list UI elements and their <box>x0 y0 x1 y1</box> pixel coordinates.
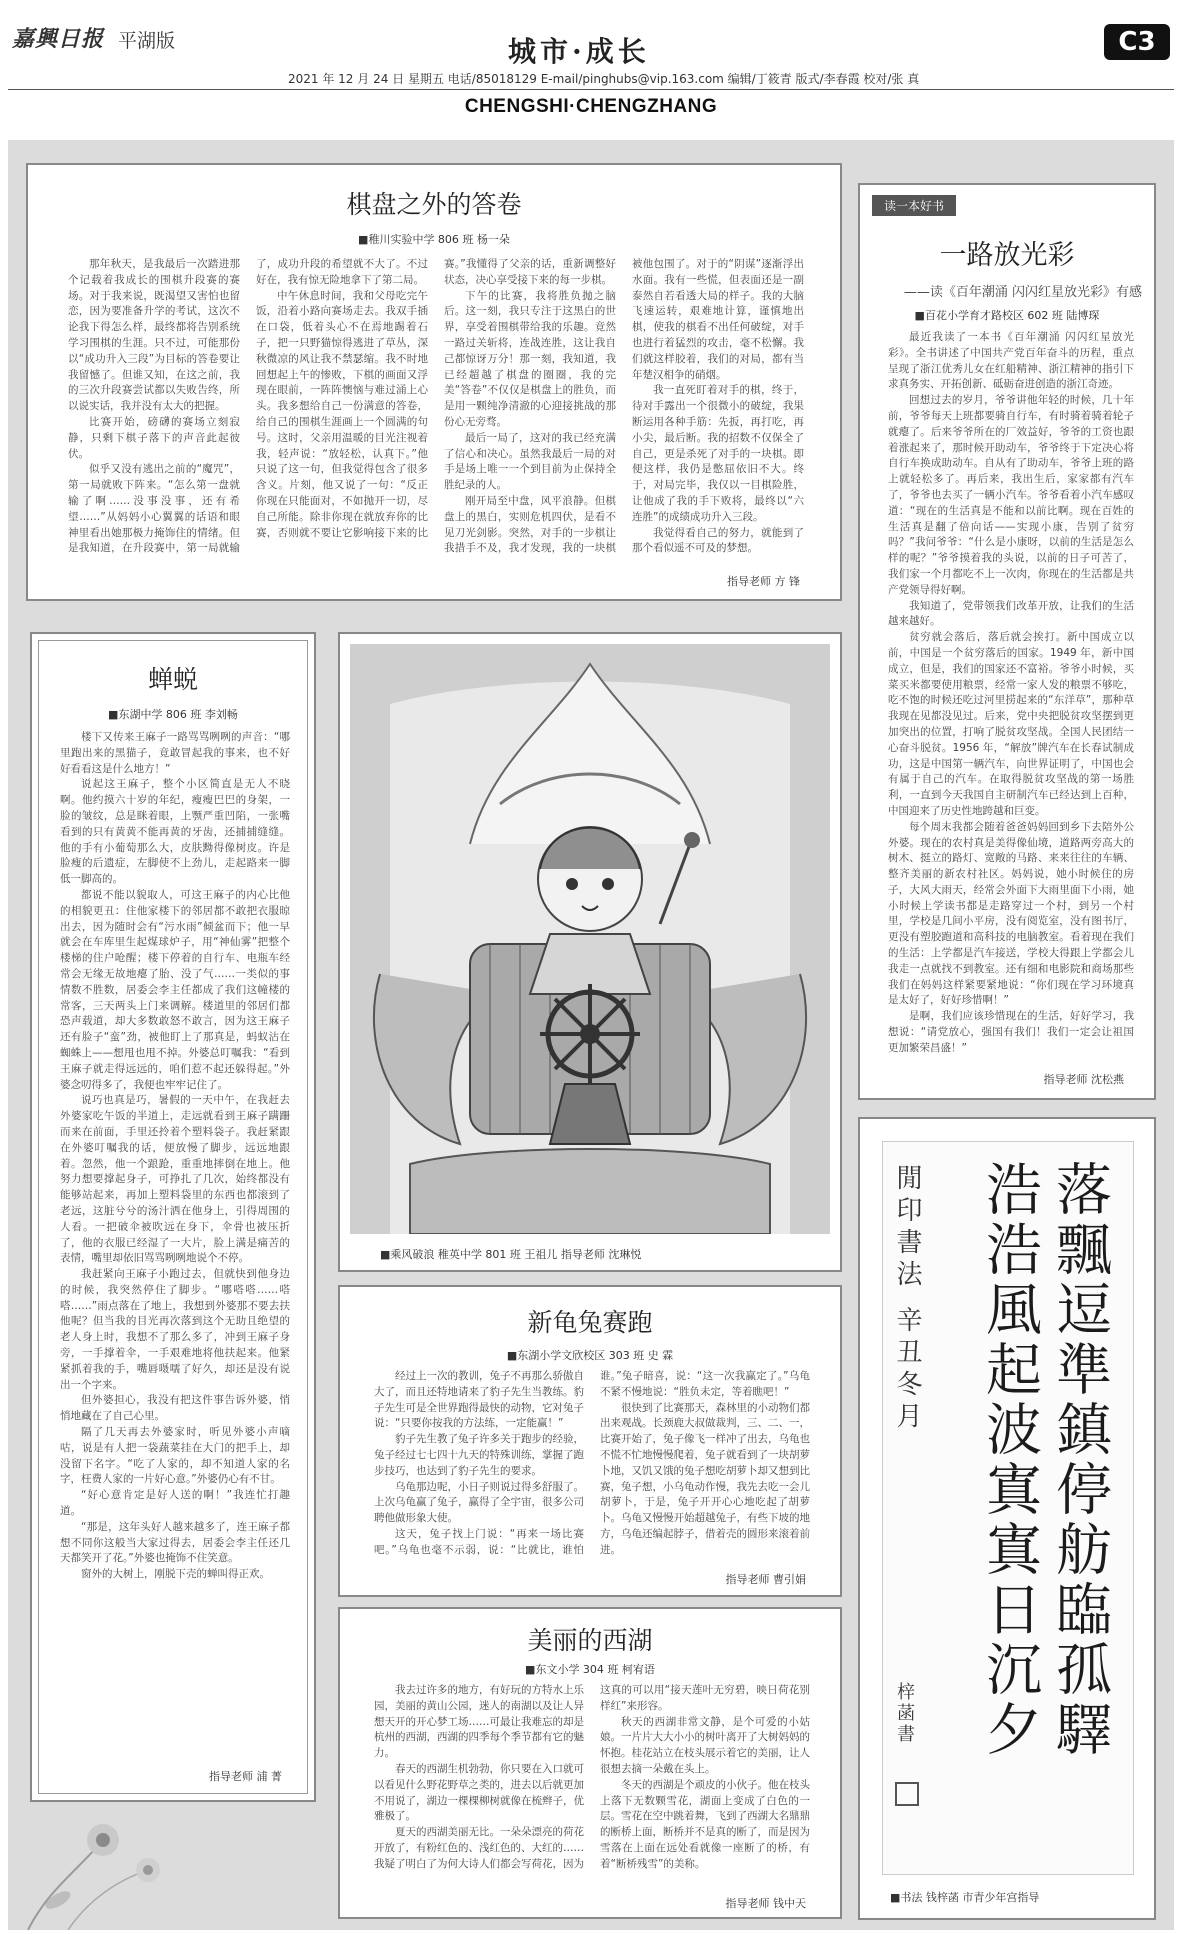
artwork-caption: ■乘风破浪 稚英中学 801 班 王祖儿 指导老师 沈琳悦 <box>380 1248 642 1261</box>
teacher-credit: 指导老师 钱中天 <box>725 1897 806 1910</box>
section-pinyin: CHENGSHI·CHENGZHANG <box>464 96 718 117</box>
seal-stamp-icon <box>895 1782 919 1806</box>
column-tag: 读一本好书 <box>872 195 956 216</box>
calligraphy-caption: ■书法 钱梓菡 市青少年宫指导 <box>890 1891 1040 1904</box>
teacher-credit: 指导老师 浦 菁 <box>209 1770 282 1783</box>
header-divider <box>8 89 1174 90</box>
student-drawing <box>350 644 830 1234</box>
calligraphy-artwork <box>882 1141 1134 1875</box>
paragraph: “那是，这年头好人越来越多了，连王麻子都想不同你这般当大家过得去，居委会李主任还几天都笑开了花。”外婆也掩饰不住笑意。 <box>60 1520 290 1565</box>
paragraph: 中午休息时间，我和父母吃完午饭，沿着小路向赛场走去。我双手插在口袋，低着头心不在焉地踢着石子，把一只野猫惊得逃进了草丛，深秋微凉的风让我不禁瑟缩。我不时地回想起上午的惨败，下棋的画面又浮现在眼前，一阵阵懊恼与难过涌上心头。我多想给自己一份满意的答卷，给自己的围棋生涯画上一个圆满的句号。这时，父亲用温暖的目光注视着我，轻声说：“放轻松，认真下。”他只说了这一句，但我觉得包含了很多含义。片刻，他又说了一句：“反正你现在只能面对，不如抛开一切，尽自己所能。除非你现在就放弃你的比赛，否则就不要让它影响接下来的比赛。”我懂得了父亲的话，重新调整好状态，决心享受接下来的每一步棋。 <box>256 258 616 539</box>
article-byline: ■东湖中学 806 班 李刘畅 <box>108 708 238 721</box>
paragraph: 那年秋天，是我最后一次踏进那个记载着我成长的围棋升段赛的赛场。对于我来说，既渴望又害怕也留恋，因为要准备升学的考试，这次不论我下得怎么样，最终都将告别系统学习围棋的生涯。只不过，可能那份以“成功升入三段”为目标的答卷要让我留憾了。但谁又知，在这之前，我的三次升段赛尝试都以失败告终，所以说实话，我并没有太大的把握。 <box>68 258 240 413</box>
article-body <box>374 1683 810 1889</box>
paragraph: 乌龟那边呢，小日子则说过得多舒服了。上次乌龟赢了兔子，赢得了全宇宙，很多公司聘他做形象大使。 <box>374 1480 584 1525</box>
article-byline: ■东文小学 304 班 柯宥语 <box>525 1663 655 1676</box>
paragraph: 我一直死盯着对手的棋，终于，待对手露出一个很微小的破绽，我果断运用各种手筋：先扳，再打吃，再小尖，最后断。我的招数不仅保全了自己，更是杀死了对手的一块棋。即便这样，我仍是憋屈依旧不大。终于，对局完毕，我仅以一目棋险胜，让他成了我的手下败将，最终以“六连胜”的成绩成功升入三段。 <box>632 384 804 523</box>
calligraphy-panel <box>858 1117 1156 1920</box>
paragraph: 楼下又传来王麻子一路骂骂咧咧的声音：“哪里跑出来的黑猫子，竟敢冒起我的事来，也不好好看看这是什么地方！” <box>60 731 290 775</box>
article-subtitle: ——读《百年潮涌 闪闪红星放光彩》有感 <box>903 285 1142 300</box>
paragraph: 经过上一次的教训，兔子不再那么骄傲自大了，而且还特地请来了豹子先生当教练。豹子先生可是全世界跑得最快的动物，它对兔子说：“只要你按我的方法练，一定能赢！” <box>374 1370 584 1430</box>
article-title: 美丽的西湖 <box>527 1626 653 1655</box>
paragraph: 我知道了，党带领我们改革开放，让我们的生活越来越好。 <box>888 599 1134 628</box>
article-byline: ■稚川实验中学 806 班 杨一朵 <box>358 233 510 246</box>
paragraph: 秋天的西湖非常文静，是个可爱的小姑娘。一片片大大小小的树叶离开了大树妈妈的怀抱。桂花站立在枝头展示着它的美丽，让人很想去摘一朵戴在头上。 <box>600 1715 810 1775</box>
section-title: 城市·成长 <box>508 35 650 68</box>
header-meta: 2021 年 12 月 24 日 星期五 电话/85018129 E-mail/pinghubs@vip.163.com 编辑/丁筱青 版式/李春霞 校对/张 真 <box>288 72 920 86</box>
calligraphy-column-1: 落飄逗準鎮停舫臨孤驛 <box>1047 1160 1112 1760</box>
paragraph: 贫穷就会落后，落后就会挨打。新中国成立以前，中国是一个贫穷落后的国家。1949 年，新中国成立，但是，我们的国家还不富裕。爷爷小时候，买菜买米都要使用粮票，经常一家人发的粮票不够吃，吃不饱的时候还吃过河里捞起来的“东洋草”，那种草我现在见都没见过。后来，党中央把脱贫攻坚摆到更加突出的位置，打响了脱贫攻坚战。全国人民团结一心奋斗脱贫。1956 年，“解放”牌汽车在长春试制成功，这是中国第一辆汽车，向世界证明了，中国也会有属于自己的汽车。在取得脱贫攻坚战的第一场胜利，一直到今天我国自主研制汽车已经达到上百种，中国迎来了历史性地跨越和巨变。 <box>888 631 1134 817</box>
teacher-credit: 指导老师 方 锋 <box>727 575 800 588</box>
article-title: 一路放光彩 <box>939 240 1075 271</box>
paragraph: 似乎又没有逃出之前的“魔咒”，第一局就败下阵来。“怎么第一盘就输了啊……没事没事，还有希望……”从妈妈小心翼翼的话语和眼神里看出她那极力掩饰住的情绪。但是我知道，在升段赛中，第一局就输了，成功升段的希望就不大了。不过好在，我有惊无险地拿下了第二局。 <box>68 258 428 555</box>
teacher-credit: 指导老师 沈松燕 <box>1043 1073 1124 1086</box>
article-byline: ■东湖小学文欣校区 303 班 史 霖 <box>506 1349 674 1362</box>
article-body <box>888 330 1134 1068</box>
article-tortoise-hare-panel <box>338 1285 842 1597</box>
article-byline: ■百花小学育才路校区 602 班 陆博琛 <box>914 309 1100 322</box>
paragraph: 隔了几天再去外婆家时，听见外婆小声嘀咕，说是有人把一袋蔬菜挂在大门的把手上，却没留下名字。“吃了人家的，却不知道人家的名字，枉费人家的一片好心意。”外婆仍心有不甘。 <box>60 1426 290 1486</box>
article-body <box>60 730 290 1750</box>
calligraphy-inscription: 閒印書法 辛丑冬月 <box>892 1164 922 1435</box>
article-title: 新龟兔赛跑 <box>527 1308 653 1337</box>
article-title: 棋盘之外的答卷 <box>346 190 522 219</box>
paragraph: 很快到了比赛那天，森林里的小动物们都出来观战。长颈鹿大叔做裁判，三、二、一，比赛开始了，兔子像飞一样冲了出去，乌龟也不慌不忙地慢慢爬着，兔子就看到了一块胡萝卜地，又饥又饿的兔子想吃胡萝卜却又想到比赛，兔子想，小乌龟动作慢，我先去吃一会儿胡萝卜，于是，兔子开开心心地吃起了胡萝卜。乌龟又慢慢开始超越兔子，有些下坡的地方，乌龟还编起脖子，借着壳的圆形来滚着前进。 <box>600 1401 810 1556</box>
paragraph: 我赶紧向王麻子小跑过去，但就快到他身边的时候，我突然停住了脚步。“哪嗒嗒……嗒嗒……”雨点落在了地上，我想到外婆那不要去扶他呢？但当我的目光再次落到这个无助且绝望的老人身上时，我想不了那么多了，冲到王麻子身旁，一手撑着伞，一手艰难地将他扶起来。他紧紧抓着我的手，嘴唇嗫嚅了好久，却还是没有说出一个字来。 <box>60 1268 290 1391</box>
paragraph: 说巧也真是巧，暑假的一天中午，在我赶去外婆家吃午饭的半道上，走远就看到王麻子蹒跚而来在前面，手里还拎着个塑料袋子。我赶紧跟在外婆叮嘱我的话，便放慢了脚步，远远地跟着。忽然，他一个踉跄，重重地摔倒在地上。他努力想要撑起身子，可挣扎了几次，始终都没有能够站起来，再加上塑料袋里的东西也都滚到了老远，这脏兮兮的汤汁洒在他身上，引得周围的人看。一把破伞被吹远在身下，伞骨也被压折了，他的衣服已经湿了一大片，脸上满是痛苦的表情，嘴里却依旧骂骂咧咧地说个不停。 <box>60 1094 290 1265</box>
article-title: 蝉蜕 <box>147 665 198 694</box>
paragraph: 刚开局至中盘，风平浪静。但棋盘上的黑白，实则危机四伏，是看不见刀光剑影。突然，对手的一步棋让我措手不及，我才发现，我的一块棋被他包围了。对于的“阴谋”逐渐浮出水面。我有一些慌，但表面还是一副泰然自若看透大局的样子。我的大脑飞速运转，艰难地计算，谨慎地出棋，使我的棋看不出任何破绽，对手也进行着猛烈的攻击，毫不松懈。我们就这样胶着，我们的对局，都有当年楚汉相争的硝烟。 <box>444 258 804 555</box>
paragraph: 豹子先生教了兔子许多关于跑步的经验，兔子经过七七四十九天的特殊训练，掌握了跑步技巧，也达到了豹子先生的要求。 <box>374 1433 584 1477</box>
paragraph: 下午的比赛，我将胜负抛之脑后。这一刻，我只专注于这黑白的世界，享受着围棋带给我的乐趣。竟然一路过关斩将，连战连胜，这让我自己都惊讶万分！那一刻，我知道，我已经超越了棋盘的圈圈，我的完美“答卷”不仅仅是棋盘上的胜负，而是用一颗纯净清澈的心迎接挑战的那份心无旁骛。 <box>444 289 616 428</box>
article-book-review-panel <box>858 183 1156 1100</box>
article-body <box>68 257 804 567</box>
teacher-credit: 指导老师 曹引娟 <box>725 1573 806 1586</box>
paragraph: 我去过许多的地方，有好玩的方特水上乐园，美丽的黄山公园，迷人的南湖以及让人异想天开的开心梦工场……可最让我难忘的却是杭州的西湖，西湖的四季每个季节都有它的魅力。 <box>374 1684 584 1760</box>
newspaper-logo: 嘉興日报 <box>12 26 105 52</box>
paragraph: 这天，兔子找上门说：“再来一场比赛吧。”乌龟也毫不示弱，说：“比就比，谁怕谁。”兔子暗喜，说：“这一次我赢定了。”乌龟不紧不慢地说：“胜负未定，等着瞧吧！” <box>374 1370 810 1556</box>
paragraph: 说起这王麻子，整个小区简直是无人不晓啊。他约摸六十岁的年纪，瘦瘦巴巴的身架，一脸的皱纹，总是眯着眼，上颚严重凹陷，一张嘴看到的只有黄黄不能再黄的牙齿，还捕捕缝缝。他的手有小葡萄那么大，皮肤黝得像树皮。许是脸瘦的后遗症，左脚使不上劲儿，走起路来一脚低一脚高的。 <box>60 778 290 886</box>
artwork-panel <box>338 632 842 1272</box>
page-number-badge: C3 <box>1104 24 1170 60</box>
article-west-lake-panel <box>338 1607 842 1919</box>
flower-decoration <box>8 1800 188 1930</box>
paragraph: 最近我读了一本书《百年潮涌 闪闪红星放光彩》。全书讲述了中国共产党百年奋斗的历程，重点呈现了浙江优秀儿女在红船精神、浙江精神的指引下求真务实、开拓创新、砥砺奋进创造的浙江奇迹。 <box>888 331 1134 391</box>
paragraph: 我觉得看自己的努力，就能到了那个看似遥不可及的梦想。 <box>632 526 804 555</box>
article-cicada-panel <box>30 632 316 1802</box>
article-chess-panel <box>26 163 842 601</box>
paragraph: 是啊，我们应该珍惜现在的生活，好好学习，我想说：“请党放心，强国有我们！我们一定会让祖国更加繁荣昌盛！” <box>888 1010 1134 1054</box>
paragraph: 窗外的大树上，刚脱下壳的蝉叫得正欢。 <box>81 1568 270 1581</box>
calligraphy-column-2: 浩浩風起波寘寘日沉夕 <box>977 1160 1042 1760</box>
paragraph: 但外婆担心，我没有把这件事告诉外婆，悄悄地藏在了自己心里。 <box>60 1394 290 1423</box>
paragraph: 每个周末我都会随着爸爸妈妈回到乡下去陪外公外婆。现在的农村真是美得像仙境，道路两旁高大的树木、挺立的路灯、宽敞的马路、来来往往的车辆、整齐美丽的新农村社区。妈妈说，她小时候住的房子，大风大雨天，经常会外面下大雨里面下小雨，她小时候上学读书都是走路穿过一个村，到另一个村里，学校是几间小平房，没有阅览室，没有图书厅，更没有塑胶跑道和高科技的电脑教室。看着现在我们的生活：上学都是汽车接送，学校大得跟上学都会儿我走一点就找不到教室。还有细和电影院和商场那些我们在妈妈这样紧要紧地说：“你们现在学习环境真是太好了，好好珍惜啊！” <box>888 820 1134 1007</box>
article-body <box>374 1369 810 1565</box>
paragraph: 比赛开始，磅礴的赛场立刻寂静，只剩下棋子落下的声音此起彼伏。 <box>68 415 240 460</box>
paragraph: 春天的西湖生机勃勃，你只要在入口就可以看见什么野花野草之类的，进去以后就更加不用说了，湖边一棵棵柳树就像在梳辫子，优雅极了。 <box>374 1762 584 1823</box>
paragraph: “好心意肯定是好人送的啊！”我连忙打趣道。 <box>60 1489 290 1518</box>
paragraph: 夏天的西湖美丽无比。一朵朵漂亮的荷花开放了，有粉红色的、浅红色的、大红的……我疑了明白了为何大诗人们都会写荷花，因为这真的可以用“接天莲叶无穷碧，映日荷花别样红”来形容。 <box>374 1684 810 1870</box>
paragraph: 都说不能以貌取人，可这王麻子的内心比他的相貌更丑：住他家楼下的邻居都不敢把衣服晾出去，因为随时会有“污水雨”倾盆而下；他一早就会在车库里生起煤球炉子，用“神仙雾”把整个楼梯的住户呛醒；楼下停着的自行车、电瓶车经常会无缘无故地瘪了胎、没了气……一类似的事情数不胜数，居委会李主任都成了我们这幢楼的常客，三天两头上门来调解。楼道里的邻居们都恐声载道，却大多数敢怒不敢言，因为这王麻子还有脸子“蛮”劲，被他盯上了那真是，蚂蚁沾在蜘蛛上——想甩也甩不掉。外婆总叮嘱我：“看到王麻子就走得远远的，咱们惹不起还躲得起。”外婆念叨得多了，我便也牢牢记住了。 <box>60 888 290 1091</box>
edition-label: 平湖版 <box>118 30 176 52</box>
paragraph: 最后一局了，这对的我已经充满了信心和决心。虽然我最后一局的对手是场上唯一一个到目前为止保持全胜纪录的人。 <box>444 431 616 492</box>
paragraph: 回想过去的岁月，爷爷讲他年轻的时候，几十年前，爷爷每天上班都要骑自行车，有时骑着骑着轮子就瘪了。后来爷爷所在的厂效益好，爷爷的工资也跟着涨起来了，那时候开助动车，爷爷终于下定决心将自行车换成助动车。自从有了助动车，爷爷上班的路上就轻松多了。再后来，我出生后，家家都有汽车了，爷爷也去买了一辆小汽车。爷爷看着小汽车感叹道：“现在的生活真是不能和以前比啊。现在百姓的生活真是翻了倍向话——实现小康，告别了贫穷吗？”我问爷爷：“什么是小康呀，以前的生活是怎么样的呢？”爷爷摸着我的头说，以前的日子可苦了，我们家一个月都吃不上一次肉，你现在的生活都是共产党领导得好啊。 <box>888 394 1134 596</box>
calligraphy-signature: 梓菡書 <box>894 1682 915 1745</box>
paragraph: 冬天的西湖是个顽皮的小伙子。他在枝头上落下无数颗雪花，湖面上变成了白色的一层。雪花在空中跳着舞，飞到了西湖大名鼎鼎的断桥上面，断桥并不是真的断了，而是因为雪落在上面在远处看就像一座断了的桥，有着“断桥残雪”的美称。 <box>600 1778 810 1870</box>
